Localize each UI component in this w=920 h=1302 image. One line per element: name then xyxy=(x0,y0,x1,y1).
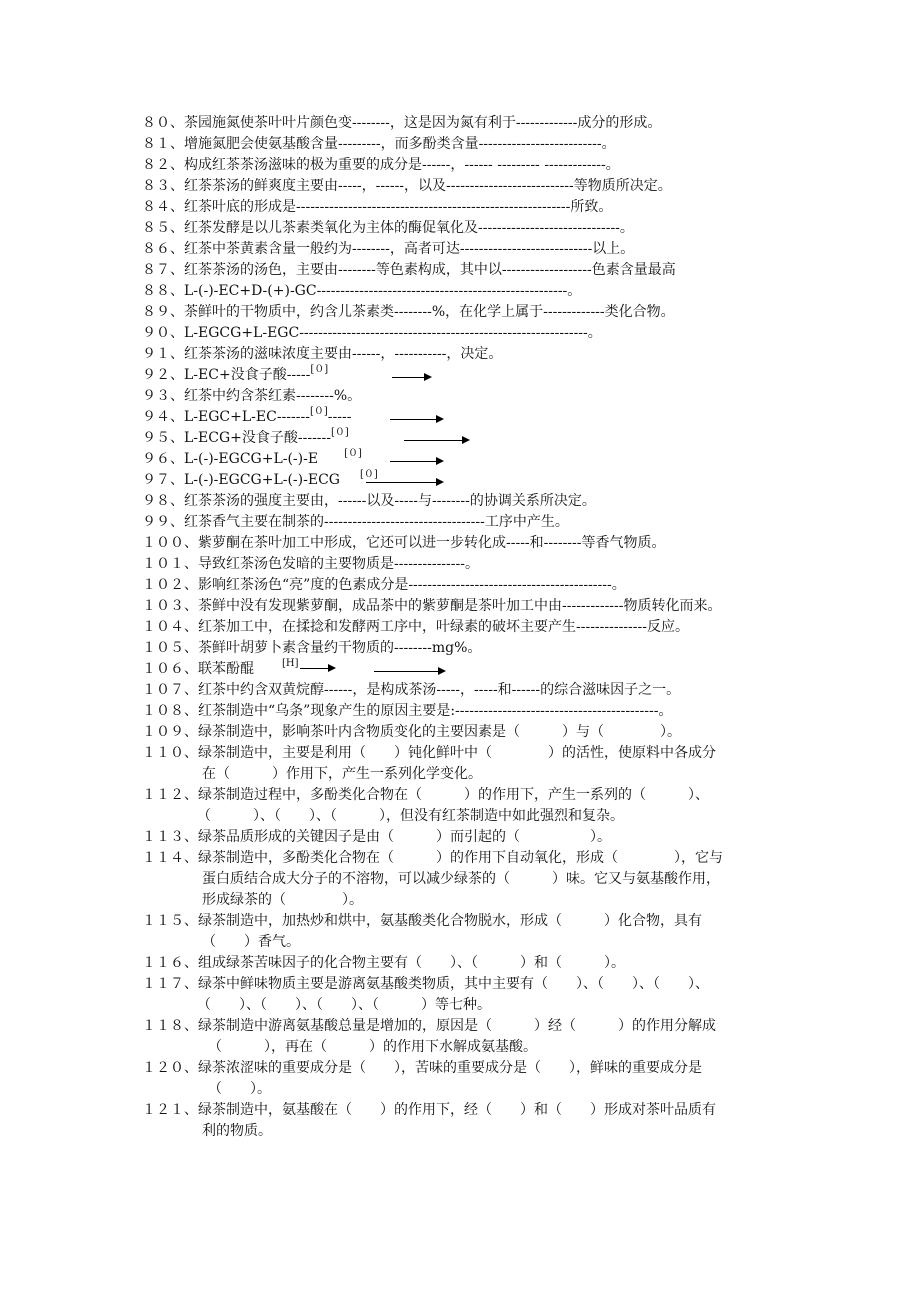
question-113: １１３、绿茶品质形成的关键因子是由（ ）而引起的（ ）。 xyxy=(142,829,611,845)
question-114: １１４、绿茶制造中，多酚类化合物在（ ）的作用下自动氧化，形成（ ），它与 xyxy=(142,850,723,866)
question-117: １１７、绿茶中鲜味物质主要是游离氨基酸类物质，其中主要有（ ）、（ ）、（ ）、 xyxy=(142,976,709,992)
question-81: ８１、增施氮肥会使氨基酸含量---------，而多酚类含量--------------------------。 xyxy=(142,136,616,152)
question-89: ８９、茶鲜叶的干物质中，约含儿茶素类--------%，在化学上属于-------------类化合物。 xyxy=(142,304,675,320)
question-91: ９１、红茶茶汤的滋味浓度主要由------，-----------，决定。 xyxy=(142,346,503,362)
question-105: １０５、茶鲜叶胡萝卜素含量约干物质的--------mg%。 xyxy=(142,640,482,656)
reaction-arrow-icon xyxy=(374,671,444,672)
question-93 xyxy=(142,386,792,407)
question-96 xyxy=(142,449,792,470)
question-list xyxy=(142,113,792,1142)
reaction-arrow-icon xyxy=(390,419,442,420)
reaction-arrow-icon xyxy=(366,482,442,483)
question-88: ８８、L-(-)-EC+D-(+)-GC-----------------------------------------------------。 xyxy=(142,283,582,299)
question-92 xyxy=(142,365,792,386)
question-108: １０８、红茶制造中“乌条”现象产生的原因主要是:-------------------------------------------。 xyxy=(142,703,673,719)
reaction-arrow-icon xyxy=(404,440,468,441)
catalyst-label: [０] xyxy=(359,469,378,480)
question-104: １０４、红茶加工中，在揉捻和发酵两工序中，叶绿素的破坏主要产生---------------反应。 xyxy=(142,619,689,635)
question-118-cont: （ ），再在（ ）的作用下水解成氨基酸。 xyxy=(208,1039,537,1055)
catalyst-label: [０] xyxy=(344,448,362,459)
question-120-cont: （ ）。 xyxy=(208,1081,271,1097)
question-94 xyxy=(142,407,792,428)
question-85: ８５、红茶发酵是以儿茶素类氧化为主体的酶促氧化及------------------------------。 xyxy=(142,220,634,236)
bar-line-icon xyxy=(300,668,334,669)
question-106 xyxy=(142,659,792,680)
question-87: ８７、红茶茶汤的汤色，主要由--------等色素构成，其中以-------------------色素含量最高 xyxy=(142,262,676,278)
question-101: １０１、导致红茶汤色发暗的主要物质是---------------。 xyxy=(142,556,479,572)
reaction-arrow-icon xyxy=(392,377,430,378)
question-115: １１５、绿茶制造中，加热炒和烘中，氨基酸类化合物脱水，形成（ ）化合物，具有 xyxy=(142,913,702,929)
question-98: ９８、红茶茶汤的强度主要由，------以及-----与--------的协调关系所决定。 xyxy=(142,493,596,509)
reaction-arrow-icon xyxy=(390,461,442,462)
question-94-tail: ----- xyxy=(327,409,352,425)
catalyst-label: [０] xyxy=(310,364,329,375)
catalyst-label: [H] xyxy=(282,658,299,669)
question-116: １１６、组成绿茶苦味因子的化合物主要有（ ）、（ ）和（ ）。 xyxy=(142,955,625,971)
catalyst-label: [０] xyxy=(309,406,328,417)
question-106-text: １０６、联苯酚醌 xyxy=(142,661,254,677)
question-100: １００、紫萝酮在茶叶加工中形成，它还可以进一步转化成-----和--------等香气物质。 xyxy=(142,535,666,551)
question-114-cont: 蛋白质结合成大分子的不溶物，可以减少绿茶的（ ）味。它又与氨基酸作用， xyxy=(202,871,720,887)
question-94-text: ９４、L-EGC+L-EC------- xyxy=(142,409,310,425)
question-103: １０３、茶鲜中没有发现紫萝酮，成品茶中的紫萝酮是茶叶加工中由-------------物质转化而来。 xyxy=(142,598,722,614)
question-80: ８０、茶园施氮使茶叶叶片颜色变--------，这是因为氮有利于-------------成分的形成。 xyxy=(142,115,662,131)
question-102: １０２、影响红茶汤色“亮”度的色素成分是-------------------------------------------。 xyxy=(142,577,626,593)
question-90: ９０、L-EGCG+L-EGC-------------------------------------------------------------。 xyxy=(142,325,602,341)
question-86: ８６、红茶中茶黄素含量一般约为--------，高者可达----------------------------以上。 xyxy=(142,241,635,257)
question-112: １１２、绿茶制造过程中，多酚类化合物在（ ）的作用下，产生一系列的（ ）、 xyxy=(142,787,709,803)
question-118: １１８、绿茶制造中游离氨基酸总量是增加的，原因是（ ）经（ ）的作用分解成 xyxy=(142,1018,716,1034)
question-107: １０７、红茶中约含双黄烷醇------，是构成茶汤-----，-----和------的综合滋味因子之一。 xyxy=(142,682,681,698)
question-97 xyxy=(142,470,792,491)
question-83: ８３、红茶茶汤的鲜爽度主要由-----，------，以及---------------------------等物质所决定。 xyxy=(142,178,672,194)
question-95-text: ９５、L-ECG+没食子酸------- xyxy=(142,430,331,446)
question-95 xyxy=(142,428,792,449)
question-109: １０９、绿茶制造中，影响茶叶内含物质变化的主要因素是（ ）与（ ）。 xyxy=(142,724,681,740)
question-121: １２１、绿茶制造中，氨基酸在（ ）的作用下，经（ ）和（ ）形成对茶叶品质有 xyxy=(142,1102,716,1118)
question-114-cont2: 形成绿茶的（ ）。 xyxy=(202,892,363,908)
question-110: １１０、绿茶制造中，主要是利用（ ）钝化鲜叶中（ ）的活性，使原料中各成分 xyxy=(142,745,716,761)
question-115-cont: （ ）香气。 xyxy=(202,934,300,950)
question-99: ９９、红茶香气主要在制茶的----------------------------------工序中产生。 xyxy=(142,514,569,530)
question-112-cont: （ ）、（ ）、（ ），但没有红茶制造中如此强烈和复杂。 xyxy=(197,808,624,824)
question-82: ８２、构成红茶茶汤滋味的极为重要的成分是------，------ --------- -------------。 xyxy=(142,157,620,173)
question-120: １２０、绿茶浓涩味的重要成分是（ ），苦味的重要成分是（ ），鲜味的重要成分是 xyxy=(142,1060,702,1076)
question-84: ８４、红茶叶底的形成是----------------------------------------------------------所致。 xyxy=(142,199,613,215)
question-117-cont: （ ）、（ ）、（ ）、（ ）等七种。 xyxy=(197,997,491,1013)
catalyst-label: [０] xyxy=(331,427,349,438)
question-92-text: ９２、L-EC+没食子酸----- xyxy=(142,367,311,383)
question-93-text: ９３、红茶中约含茶红素--------%。 xyxy=(142,388,362,404)
question-97-text: ９７、L-(-)-EGCG+L-(-)-ECG xyxy=(142,472,340,488)
question-121-cont: 利的物质。 xyxy=(202,1123,272,1139)
question-110-cont: 在（ ）作用下，产生一系列化学变化。 xyxy=(202,766,482,782)
question-96-text: ９６、L-(-)-EGCG+L-(-)-E xyxy=(142,451,319,467)
